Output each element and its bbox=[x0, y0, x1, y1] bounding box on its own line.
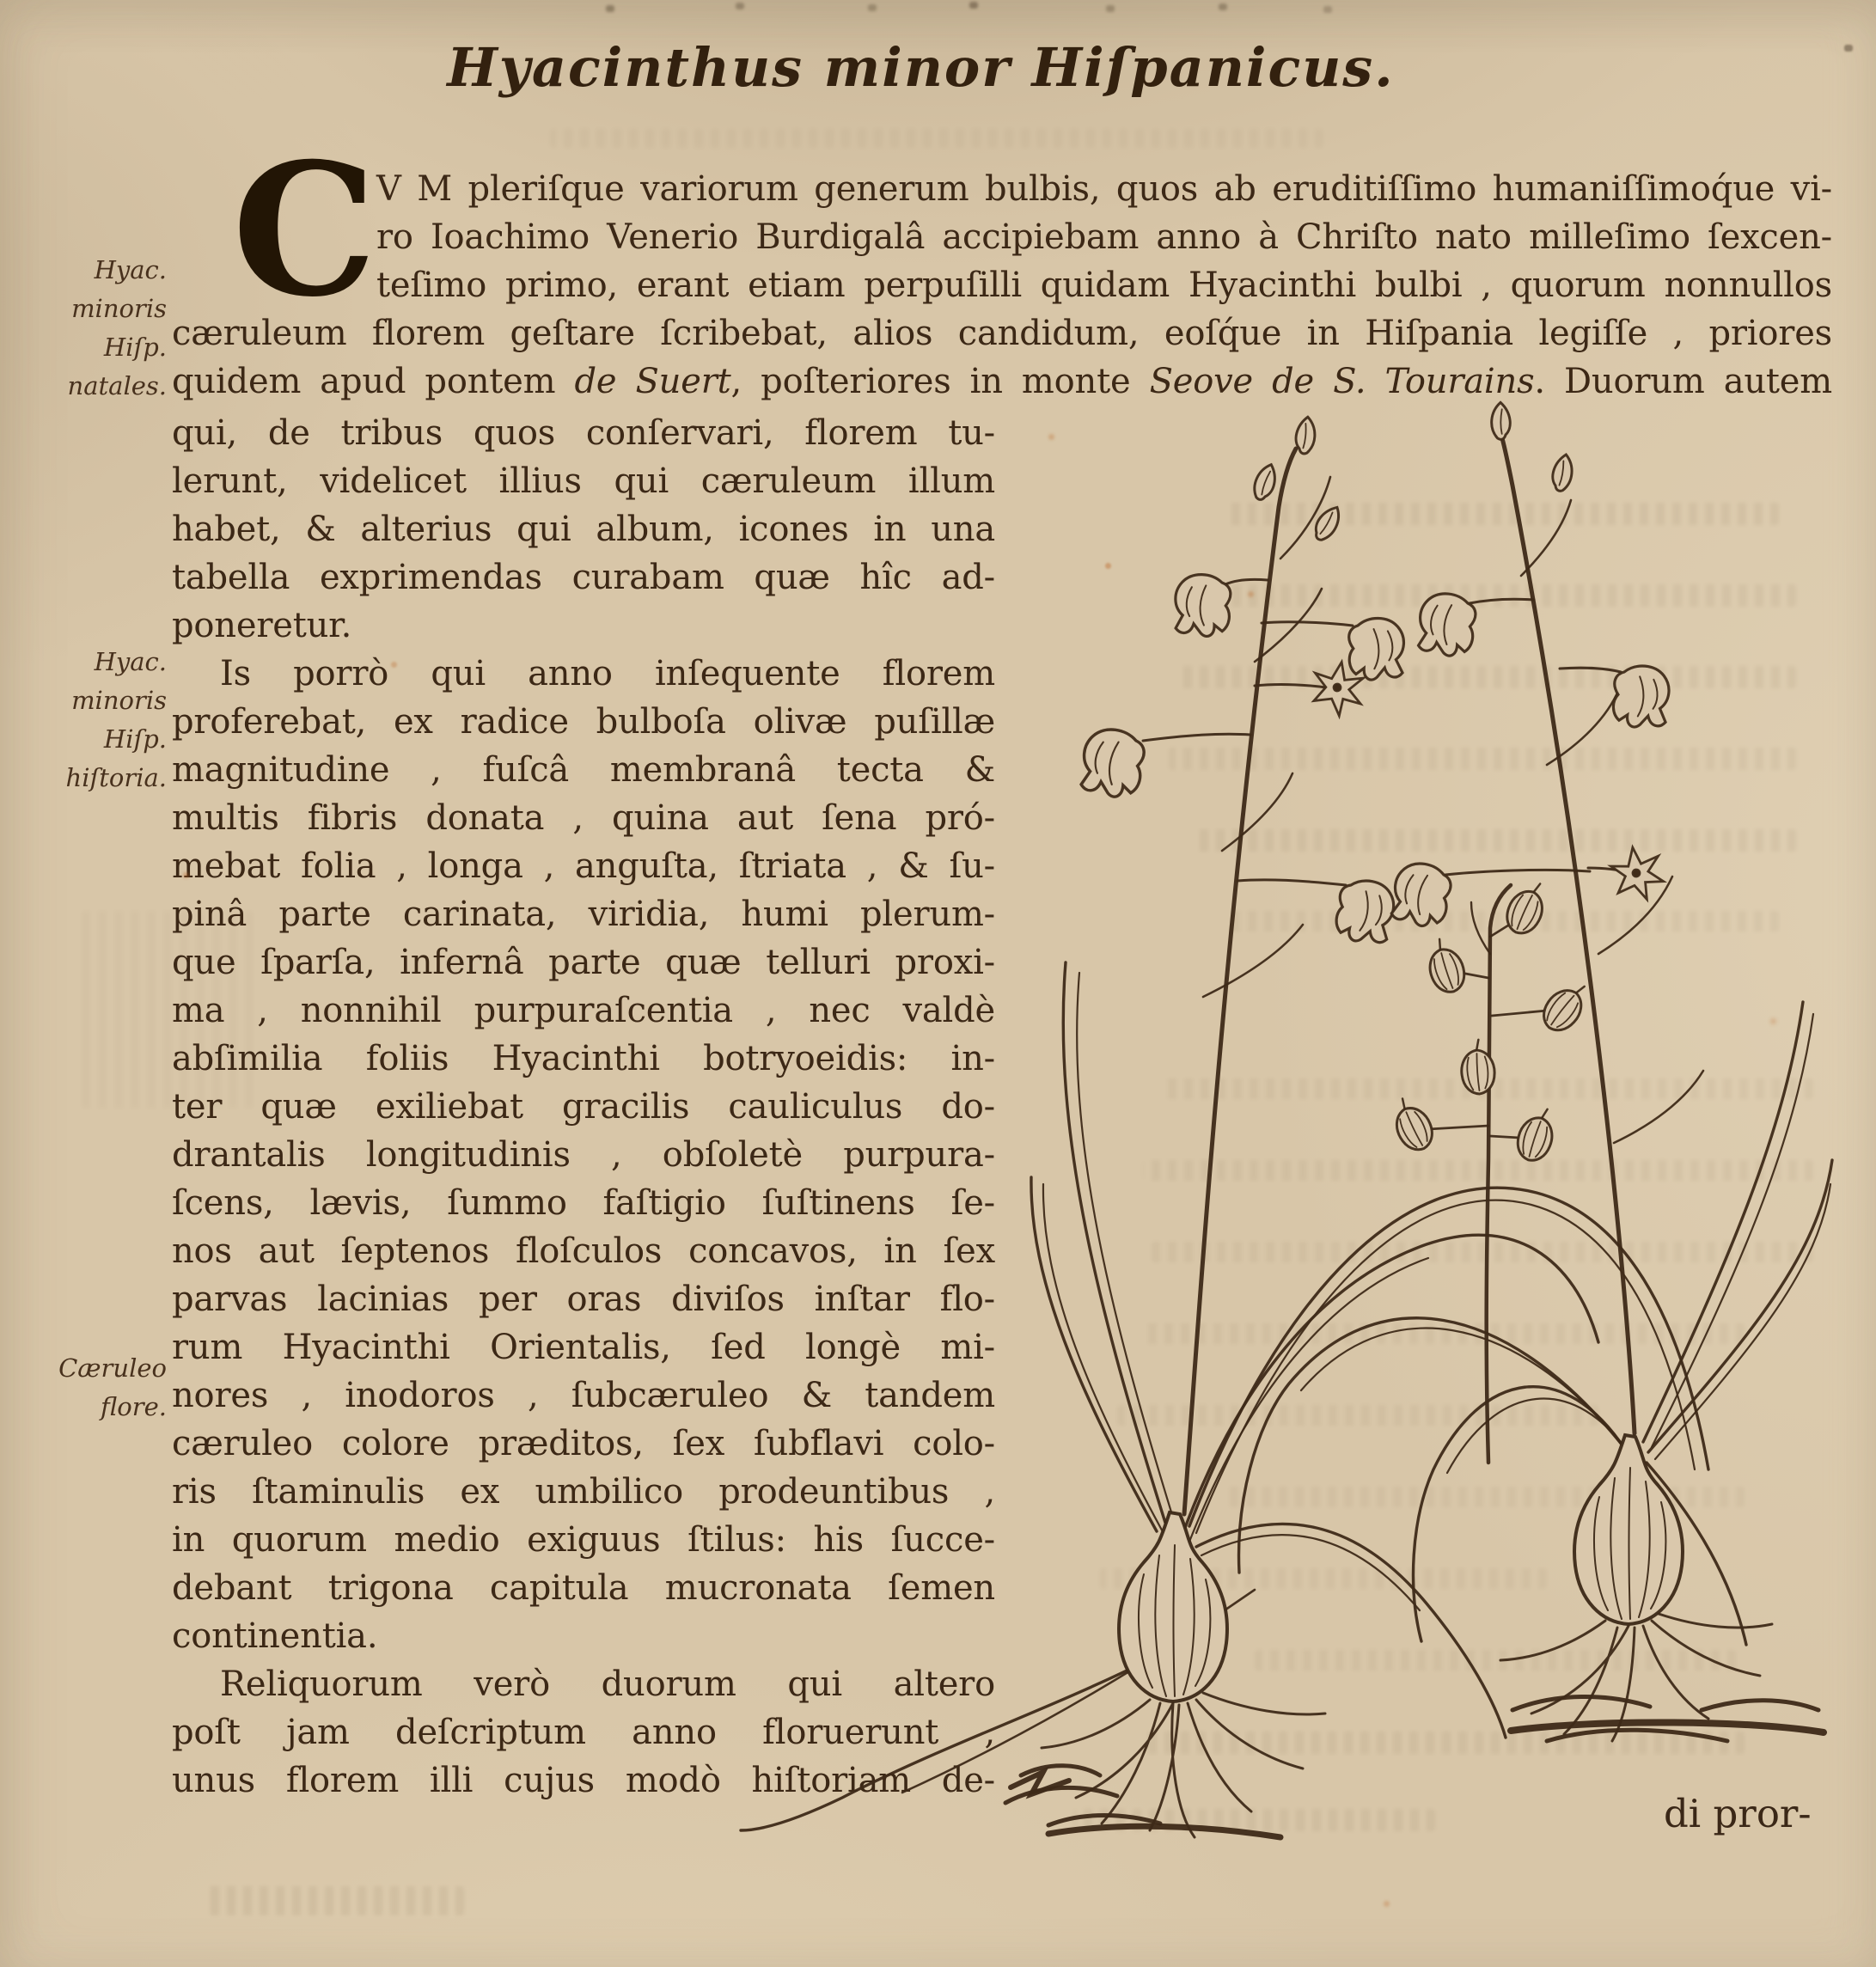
text-segment: ris ſtaminulis ex umbilico prodeuntibus , bbox=[172, 1472, 995, 1512]
text-line bbox=[172, 1612, 995, 1660]
opening-paragraph bbox=[172, 123, 1832, 406]
text-line bbox=[172, 938, 995, 987]
text-segment: magnitudine , fuſcâ membranâ tecta & bbox=[172, 750, 995, 790]
text-line bbox=[172, 1564, 995, 1612]
text-segment: ro Ioachimo Venerio Burdigalâ accipiebam anno à Chriſto nato milleſimo ſexcen- bbox=[376, 217, 1832, 257]
text-line bbox=[172, 746, 995, 794]
drop-cap: C bbox=[232, 123, 377, 337]
text-segment: poneretur. bbox=[172, 606, 352, 645]
text-line bbox=[172, 505, 995, 553]
text-line bbox=[172, 1371, 995, 1420]
text-segment: proferebat, ex radice bulboſa olivæ puſillæ bbox=[172, 702, 995, 742]
botanical-woodcut-illustration bbox=[997, 404, 1848, 1848]
text-segment: tabella exprimendas curabam quæ hîc ad- bbox=[172, 558, 995, 597]
page-title: Hyacinthus minor Hiſpanicus. bbox=[447, 36, 1395, 99]
italic-text-segment: Seove de S. Tourains bbox=[1149, 362, 1535, 401]
italic-text-segment: de Suert bbox=[574, 362, 731, 401]
text-line bbox=[172, 261, 1832, 309]
text-segment: lerunt, videlicet illius qui cæruleum illum bbox=[172, 461, 995, 501]
margin-note-line: Hiſp. hiſtoria. bbox=[65, 724, 167, 792]
text-segment: teſimo primo, erant etiam perpuſilli quidam Hyacinthi bulbi , quorum nonnullos bbox=[376, 266, 1832, 305]
text-line bbox=[172, 1179, 995, 1227]
text-line bbox=[172, 409, 995, 457]
text-line bbox=[172, 1516, 995, 1564]
text-segment: ſcens, lævis, ſummo faſtigio ſuſtinens ſe- bbox=[172, 1183, 995, 1223]
text-segment: continentia. bbox=[172, 1616, 378, 1656]
text-line bbox=[172, 1083, 995, 1131]
text-line bbox=[172, 1420, 995, 1468]
margin-note-line: Hyac. minoris bbox=[71, 647, 167, 715]
text-segment: quidem apud pontem bbox=[172, 362, 575, 401]
text-segment: mebat folia , longa , anguſta, ſtriata , & ſu- bbox=[172, 846, 995, 886]
text-segment: qui, de tribus quos conſervari, florem tu- bbox=[172, 413, 995, 453]
text-line bbox=[172, 457, 995, 505]
text-line bbox=[172, 1035, 995, 1083]
text-line bbox=[172, 213, 1832, 261]
text-line bbox=[172, 794, 995, 842]
text-segment: abſimilia foliis Hyacinthi botryoeidis: in- bbox=[172, 1039, 995, 1078]
text-line bbox=[172, 842, 995, 890]
text-segment: V M pleriſque variorum generum bulbis, quos ab eruditiſſimo humaniſſimoq́ue vi- bbox=[376, 169, 1832, 209]
text-segment: cæruleo colore præditos, ſex ſubflavi colo- bbox=[172, 1424, 995, 1463]
text-line bbox=[172, 1660, 995, 1708]
text-segment: que ſparſa, infernâ parte quæ telluri proxi- bbox=[172, 943, 995, 982]
text-segment: cæruleum florem geſtare ſcribebat, alios candidum, eoſq́ue in Hiſpania legiſſe , priores bbox=[172, 314, 1832, 353]
showthrough-text-ghost bbox=[550, 129, 1323, 148]
text-line bbox=[172, 1275, 995, 1323]
margin-note bbox=[5, 643, 167, 797]
text-segment: habet, & alterius qui album, icones in una bbox=[172, 510, 995, 549]
margin-note-line: Hyac. minoris bbox=[71, 255, 167, 323]
text-segment: pinâ parte carinata, viridia, humi plerum- bbox=[172, 895, 995, 934]
text-segment: , poſteriores in monte bbox=[730, 362, 1150, 401]
text-line bbox=[172, 987, 995, 1035]
main-text-column bbox=[172, 409, 995, 1805]
text-line bbox=[172, 1323, 995, 1371]
text-segment: unus florem illi cujus modò hiſtoriam de- bbox=[172, 1761, 995, 1800]
text-line bbox=[172, 650, 995, 698]
text-segment: ter quæ exiliebat gracilis cauliculus do- bbox=[172, 1087, 995, 1127]
margin-note bbox=[5, 251, 167, 406]
text-line bbox=[172, 165, 1832, 213]
text-segment: Is porrò qui anno inſequente florem bbox=[220, 654, 995, 693]
text-segment: multis fibris donata , quina aut ſena pró- bbox=[172, 798, 995, 838]
text-line bbox=[172, 1227, 995, 1275]
text-line bbox=[172, 1756, 995, 1805]
text-line bbox=[172, 602, 995, 650]
text-line bbox=[172, 1131, 995, 1179]
text-segment: Reliquorum verò duorum qui altero bbox=[220, 1665, 995, 1704]
text-line bbox=[172, 357, 1832, 406]
text-segment: ma , nonnihil purpuraſcentia , nec valdè bbox=[172, 991, 995, 1030]
right-bulb bbox=[1500, 1435, 1772, 1741]
text-segment: debant trigona capitula mucronata ſemen bbox=[172, 1568, 995, 1608]
text-segment: drantalis longitudinis , obſoletè purpura- bbox=[172, 1135, 995, 1175]
text-line bbox=[172, 890, 995, 938]
text-segment: in quorum medio exiguus ſtilus: his ſucce- bbox=[172, 1520, 995, 1560]
catchword: di pror- bbox=[1664, 1791, 1812, 1836]
text-segment: nores , inodoros , ſubcæruleo & tandem bbox=[172, 1376, 995, 1415]
text-segment: poſt jam deſcriptum anno floruerunt , bbox=[172, 1713, 995, 1752]
text-line bbox=[172, 698, 995, 746]
text-segment: nos aut ſeptenos floſculos concavos, in ſex bbox=[172, 1231, 995, 1271]
margin-note-line: Cæruleo flore. bbox=[58, 1353, 167, 1421]
foxing-spots bbox=[0, 0, 6, 6]
margin-note-line: Hiſp. natales. bbox=[67, 333, 167, 400]
right-plant-leaves bbox=[1239, 1002, 1832, 1645]
margin-note bbox=[5, 1349, 167, 1426]
text-line bbox=[172, 1468, 995, 1516]
seed-capsule-stalk bbox=[1385, 877, 1595, 1463]
text-segment: . Duorum autem bbox=[1534, 362, 1832, 401]
showthrough-text-ghost bbox=[206, 1886, 464, 1915]
text-line bbox=[172, 553, 995, 602]
text-line bbox=[172, 1708, 995, 1756]
text-line bbox=[172, 309, 1832, 357]
text-segment: parvas lacinias per oras diviſos inſtar flo- bbox=[172, 1280, 995, 1319]
right-flower-stalk bbox=[1386, 401, 1703, 1433]
text-segment: rum Hyacinthi Orientalis, ſed longè mi- bbox=[172, 1328, 995, 1367]
